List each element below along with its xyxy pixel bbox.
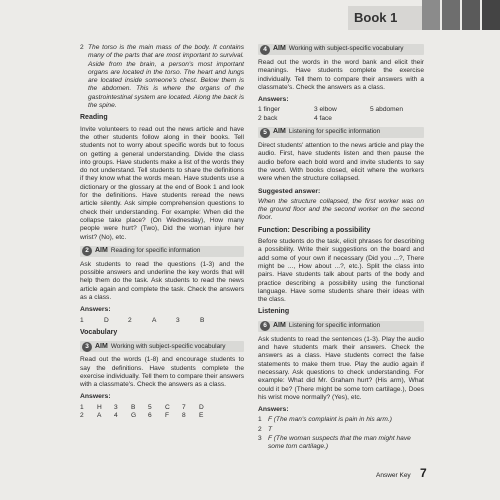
answer-cell: 3 [114,403,118,411]
answer-cell: 8 [182,411,186,419]
page-number: 7 [420,466,427,480]
aim2-answers-label: Answers: [80,306,111,314]
aim3-label: Working with subject-specific vocabulary [110,342,226,350]
aim6-tag: AIM [273,322,286,330]
aim3-number: 3 [82,342,92,352]
aim4-tag: AIM [273,45,286,53]
aim2-tag: AIM [95,247,108,255]
aim5-bar [258,127,424,138]
answer-cell: 5 [148,403,152,411]
suggested-label: Suggested answer: [258,187,321,195]
aim3-bar [80,341,244,352]
footer-label: Answer Key [376,472,411,479]
aim2-answers [80,317,244,325]
right-column [258,44,424,453]
aim4-bar [258,44,424,55]
header-bar [462,0,480,30]
header-bar [422,0,440,30]
answer-cell: 2 [128,316,132,324]
answer-text: T [268,425,273,433]
aim5-number: 5 [260,128,270,138]
aim6-label: Listening for specific information [288,322,381,330]
aim4-answers-label: Answers: [258,96,289,104]
aim4-text: Read out the words in the word bank and elicit their meanings. Have students complete the exercise individually. Tell them to compare their answers with a classmate's. Check the answers as a class. [258,59,424,91]
answer-cell: 3 elbow [314,106,337,114]
answer-cell: 5 abdomen [370,106,403,114]
aim2-label: Reading for specific information [110,247,201,255]
aim4-answers [258,106,424,123]
header-bars [420,0,500,30]
answer-cell: D [104,316,109,324]
aim4-number: 4 [260,45,270,55]
answer-cell: 4 face [314,114,332,122]
reading-heading: Reading [80,114,108,122]
item2-number: 2 [80,44,84,51]
answer-cell: 1 finger [258,106,280,114]
aim6-text: Ask students to read the sentences (1-3). Play the audio and have students mark their answers. Check the answers as a class. Have students correct the false statements to make them true. Play the audio again if necessary. Ask questions to check understanding. For example: What did Mr. Graham hurt? (His arm), What could it be? (There might be some torn cartilage.), Does his wrist move normally? (Yes), etc. [258,335,424,401]
aim6-answer [258,416,424,424]
answer-cell: A [97,411,102,419]
reading-text: Invite volunteers to read out the news article and have the other students follow along in their books. Tell students not to worry about specific words but to focus on getting a general understanding. Divide the class into groups. Have students make a list of the words they do not understand. Tell students to share the definitions if they know what the words mean. Have students use a dictionary or the glossary at the end of Book 1 and look for the definitions. Have students reread the news article silently. Ask simple comprehension questions to check their understanding. For example: When did the collapse take place? (On Wednesday), How many people were hurt? (Two), Did the woman injure her wrist? (No), etc. [80,125,244,241]
answer-cell: B [131,403,136,411]
answer-text: F (The man's complaint is pain in his arm.) [268,416,392,424]
answer-cell: 6 [148,411,152,419]
answer-cell: F [165,411,170,419]
answer-number: 3 [258,434,262,442]
item2-text: The torso is the main mass of the body. It contains many of the parts that are most important to survival. Aside from the brain, a person's most important organs are located in the torso. The heart and lungs are located inside someone's chest. Below them is the abdomen. This is where the organs of the gastrointestinal system are located. Along the back is the spine. [88,44,244,110]
answer-cell: 1 [80,403,84,411]
answer-cell: 4 [114,411,118,419]
function-text: Before students do the task, elicit phrases for describing a possibility. Write their suggestions on the board and add some of your own if necessary (Did you ...?, There might be ..., How about ...?, etc.). Split the class into pairs. Have students talk about parts of the body and practice describing a possibility using the functional language. Have some students share their ideas with the class. [258,238,424,304]
answer-cell: B [200,316,205,324]
aim3-text: Read out the words (1-8) and encourage students to say the definitions. Have students complete the exercise individually. Tell them to compare their answers with a classmate's. Check the answers as a class. [80,356,244,389]
answer-number: 1 [258,416,262,424]
answer-text: F (The woman suspects that the man might have some torn cartilage.) [268,434,411,451]
aim4-label: Working with subject-specific vocabulary [288,45,404,53]
answer-cell: 7 [182,403,186,411]
vocab-heading: Vocabulary [80,328,118,336]
header-bar [482,0,500,30]
listening-heading: Listening [258,308,290,316]
answer-cell [370,115,422,123]
aim5-text: Direct students' attention to the news article and play the audio. First, have students listen and then pause the audio before each bold word and invite students to say the word. With books closed, elicit where the workers were when the structure collapsed. [258,142,424,183]
answer-cell: C [165,403,170,411]
aim6-answers-label: Answers: [258,406,289,414]
aim5-tag: AIM [273,128,286,136]
aim6-answer [258,426,424,434]
answer-cell: A [152,316,157,324]
answer-cell: D [199,403,204,411]
aim3-tag: AIM [95,342,108,350]
answer-cell: 3 [176,316,180,324]
answer-cell: 1 [80,316,84,324]
aim5-label: Listening for specific information [288,128,381,136]
aim6-number: 6 [260,321,270,331]
answer-cell: H [97,403,102,411]
answer-cell: G [131,411,137,419]
aim3-answers-label: Answers: [80,393,111,401]
suggested-text: When the structure collapsed, the first worker was on the ground floor and the second worker on the second floor. [258,197,424,222]
answer-cell: 2 back [258,114,278,122]
answer-number: 2 [258,425,262,433]
aim6-answer [258,435,424,452]
answer-cell: 2 [80,411,84,419]
book-label: Book 1 [348,6,424,30]
function-heading: Function: Describing a possibility [258,226,371,234]
answer-cell: E [199,411,204,419]
left-column [80,44,244,424]
aim2-text: Ask students to read the questions (1-3) and the possible answers and underline the key words that will help them do the task. Ask students to read the news article again and complete the task. Check the answers as a class. [80,260,244,302]
header-bar [442,0,460,30]
item2 [80,44,244,110]
aim2-bar [80,246,244,257]
aim6-bar [258,321,424,332]
aim3-answers [80,404,244,421]
aim2-number: 2 [82,246,92,256]
